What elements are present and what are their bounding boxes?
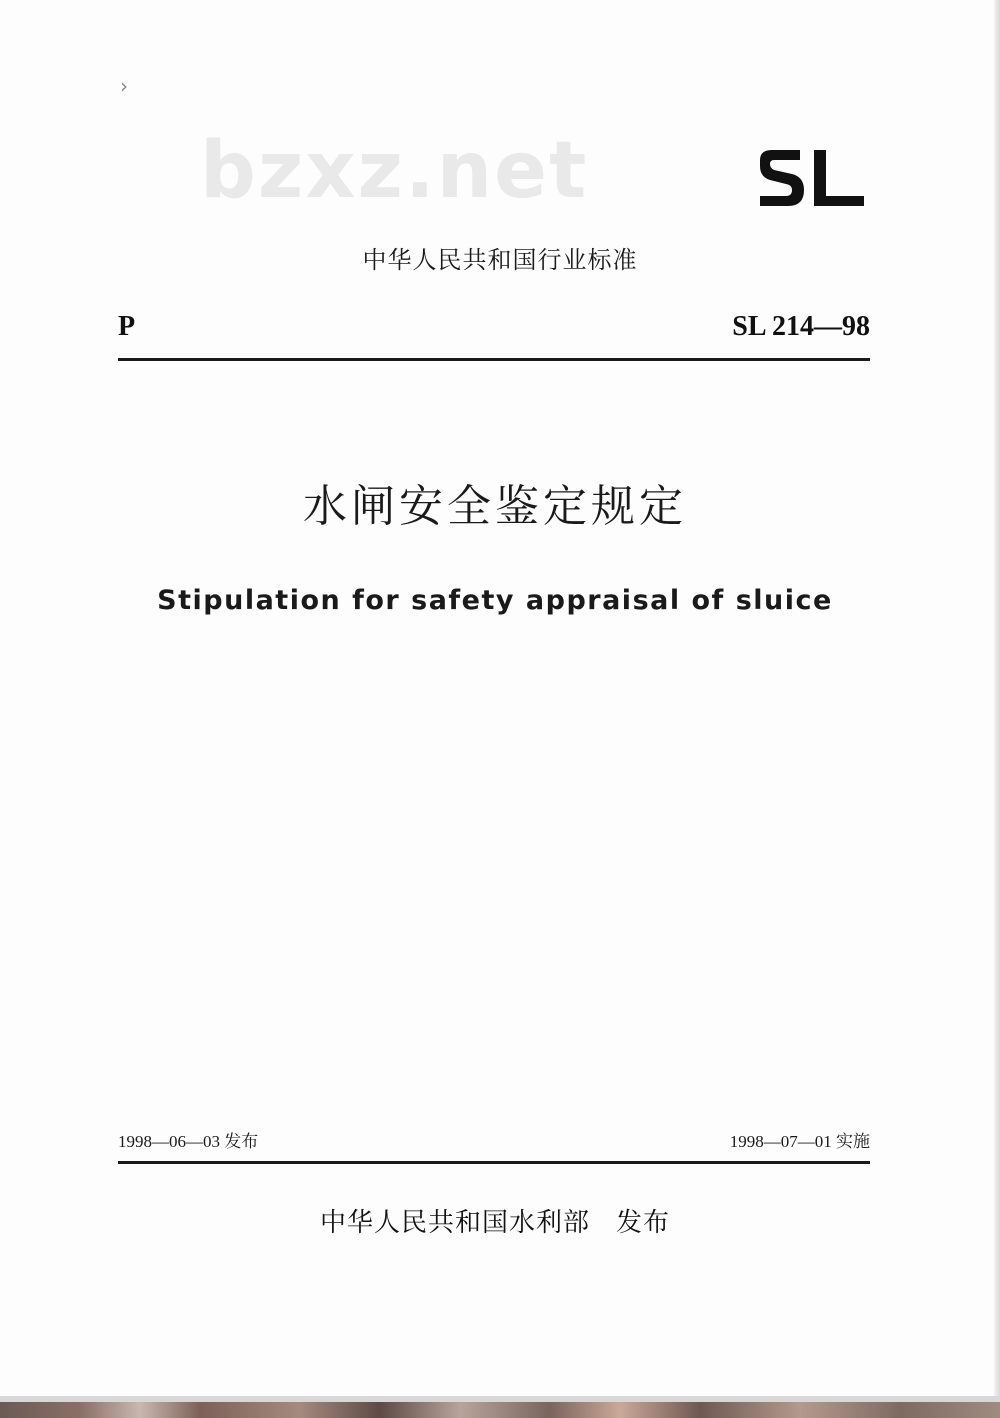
category-code: P: [118, 311, 136, 342]
implementation-date: 1998—07—01 实施: [729, 1132, 870, 1151]
header-divider: [118, 358, 870, 361]
corner-mark: ›: [120, 74, 128, 98]
sl-logo: [756, 146, 868, 210]
industry-standard-label: 中华人民共和国行业标准: [362, 246, 638, 274]
publisher-organization: 中华人民共和国水利部: [319, 1208, 590, 1238]
document-title-english: Stipulation for safety appraisal of sluice: [157, 585, 833, 616]
document-title-chinese: 水闸安全鉴定规定: [303, 481, 687, 532]
issue-date: 1998—06—03 发布: [118, 1132, 259, 1151]
watermark: bzxz.net: [200, 126, 589, 216]
scan-edge: [994, 0, 1000, 1400]
scan-bottom-edge: [0, 1396, 1000, 1418]
publisher-action: 发布: [616, 1208, 671, 1238]
publisher-line: [0, 1202, 990, 1239]
footer-divider: [118, 1161, 870, 1164]
standard-number: SL 214—98: [732, 311, 870, 342]
